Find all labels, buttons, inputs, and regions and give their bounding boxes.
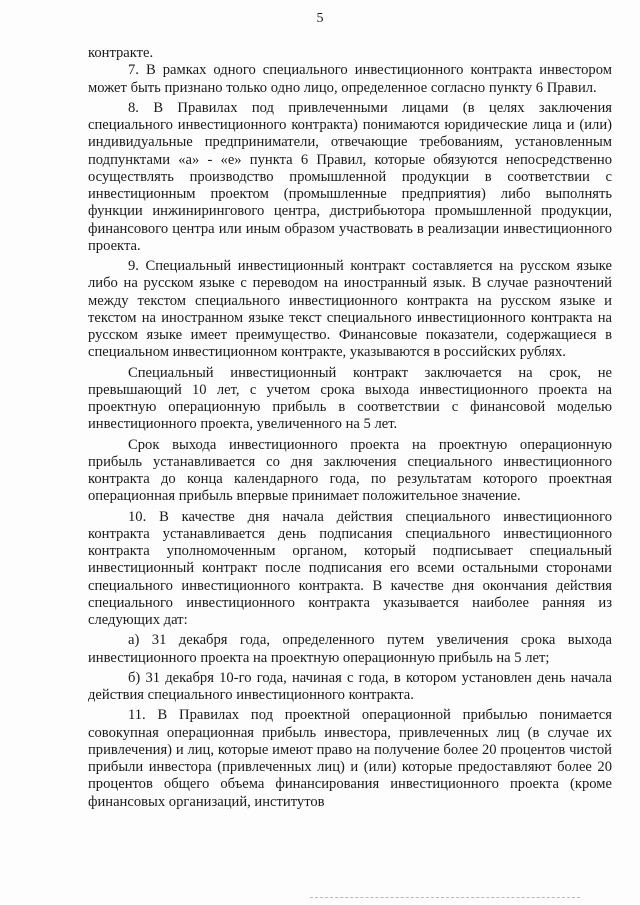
scan-edge-artifact — [310, 897, 580, 901]
paragraph-clause-10: 10. В качестве дня начала действия специального инвестиционного контракта устанавливается день подписания специального инвестиционного контракта уполномоченным органом, который подписывает специальный инвестиционный контракт после подписания его всеми остальными сторонами специального инвестиционного контракта. В качестве дня окончания действия специального инвестиционного контракта указывается наиболее ранняя из следующих дат: — [88, 508, 612, 628]
paragraph-contract-term: Специальный инвестиционный контракт заключается на срок, не превышающий 10 лет, с учетом срока выхода инвестиционного проекта на проектную операционную прибыль в соответствии с финансовой моделью инвестиционного проекта, увеличенного на 5 лет. — [88, 364, 612, 433]
paragraph-subclause-a: а) 31 декабря года, определенного путем увеличения срока выхода инвестиционного проекта на проектную операционную прибыль на 5 лет; — [88, 632, 612, 666]
paragraph-clause-11: 11. В Правилах под проектной операционной прибылью понимается совокупная операционная прибыль инвестора, привлеченных лиц (в случае их привлечения) и лиц, которые имеют право на получение более 20 процентов чистой прибыли инвестора (привлеченных лиц) и (или) которые предоставляют более 20 процентов общего объема финансирования инвестиционного проекта (кроме финансовых организаций, институтов — [88, 707, 612, 810]
paragraph-clause-7: 7. В рамках одного специального инвестиционного контракта инвестором может быть признано только одно лицо, определенное согласно пункту 6 Правил. — [88, 62, 612, 96]
paragraph-continuation: контракте. — [88, 45, 154, 61]
paragraph-clause-8: 8. В Правилах под привлеченными лицами (в целях заключения специального инвестиционного контракта) понимаются юридические лица и (или) индивидуальные предприниматели, отвечающие требованиям, установленным подпунктами «а» - «е» пункта 6 Правил, которые обязуются непосредственно осуществлять производство промышленной продукции в соответствии с инвестиционным проектом (промышленные предприятия) либо выполнять функции инжинирингового центра, дистрибьютора промышленной продукции, финансового центра или иным образом участвовать в реализации инвестиционного проекта. — [88, 99, 612, 254]
document-body — [88, 45, 612, 811]
paragraph-profit-term: Срок выхода инвестиционного проекта на проектную операционную прибыль устанавливается со дня заключения специального инвестиционного контракта до конца календарного года, по результатам которого проектная операционная прибыль впервые принимает положительное значение. — [88, 436, 612, 505]
paragraph-subclause-b: б) 31 декабря 10-го года, начиная с года, в котором установлен день начала действия специального инвестиционного контракта. — [88, 669, 612, 703]
page-number: 5 — [316, 11, 324, 26]
paragraph-clause-9: 9. Специальный инвестиционный контракт составляется на русском языке либо на русском языке с переводом на иностранный язык. В случае разночтений между текстом специального инвестиционного контракта на русском языке и текстом на иностранном языке текст специального инвестиционного контракта на русском языке имеет преимущество. Финансовые показатели, содержащиеся в специальном инвестиционном контракте, указываются в российских рублях. — [88, 258, 612, 361]
